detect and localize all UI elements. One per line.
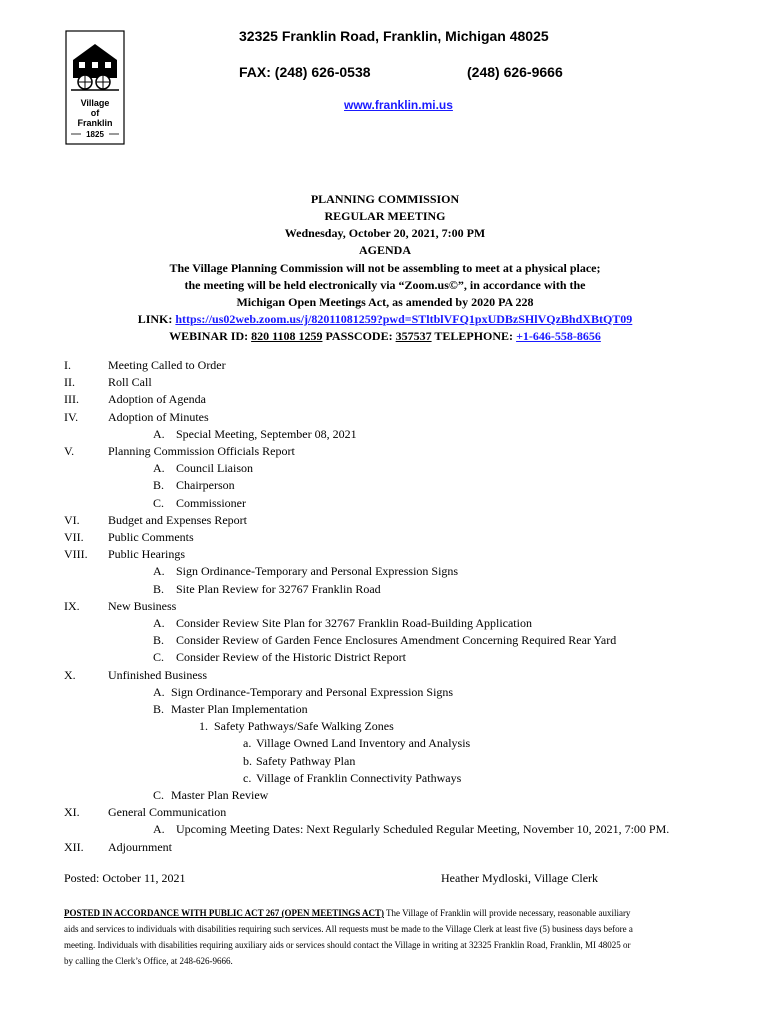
agenda-subsubsubitem-text: Safety Pathway Plan	[256, 753, 356, 768]
agenda-item-marker: I.	[64, 358, 71, 372]
agenda-item-marker: VIII.	[64, 547, 88, 562]
agenda-subitem-marker: A.	[153, 564, 165, 579]
title-line-2: REGULAR MEETING	[324, 209, 446, 223]
agenda-subitem-marker: B.	[153, 633, 165, 648]
agenda-item-marker: XI.	[64, 805, 80, 820]
agenda-subitem-marker: A.	[153, 461, 165, 476]
agenda-subitem-text: Master Plan Implementation	[171, 702, 308, 716]
agenda-subitem-marker: A.	[153, 684, 165, 699]
notice-line-3: Michigan Open Meetings Act, as amended by 2020 PA 228	[236, 295, 534, 309]
agenda-subitem-text: Master Plan Review	[171, 788, 269, 802]
agenda-subitem-marker: C.	[153, 650, 165, 665]
logo-text-1: Village	[80, 98, 110, 108]
logo-text-3: Franklin	[77, 118, 113, 128]
agenda-subitem-text: Consider Review Site Plan for 32767 Franklin Road-Building Application	[176, 616, 532, 630]
agenda-subsubitem-text: Safety Pathways/Safe Walking Zones	[214, 719, 394, 734]
agenda-item-marker: V.	[64, 444, 75, 458]
agenda-subitem-marker: A.	[153, 616, 165, 630]
agenda-item-text: Public Comments	[108, 530, 194, 544]
title-line-1: PLANNING COMMISSION	[310, 192, 460, 206]
webinar-label: WEBINAR ID:	[169, 329, 252, 343]
agenda-item-text: Adoption of Agenda	[108, 392, 206, 407]
link-label: LINK:	[137, 312, 176, 326]
agenda-item-text: Roll Call	[108, 375, 152, 390]
agenda-item-marker: II.	[64, 375, 75, 390]
header-website-link[interactable]: www.franklin.mi.us	[344, 98, 453, 112]
notice-line-1	[64, 905, 630, 921]
agenda-item-text: New Business	[108, 598, 177, 613]
passcode: 357537	[395, 329, 432, 343]
passcode-label: PASSCODE:	[322, 329, 396, 343]
agenda-item-marker: IX.	[64, 598, 80, 613]
notice-line-3: meeting. Individuals with disabilities requiring auxiliary aids or services should contact the Village in writing at 32325 Franklin Road, Franklin, MI 48025 or	[64, 940, 631, 950]
agenda-subsubsubitem-marker: b.	[243, 753, 252, 768]
agenda-subitem-marker: B.	[153, 478, 165, 493]
zoom-link-line	[40, 311, 730, 328]
agenda-item-marker: IV.	[64, 409, 79, 424]
agenda-subitem-text: Council Liaison	[176, 461, 253, 476]
agenda-item-marker: III.	[64, 392, 79, 407]
agenda-subitem-text: Sign Ordinance-Temporary and Personal Expression Signs	[176, 564, 459, 579]
agenda-subsubsubitem-marker: a.	[243, 736, 252, 751]
agenda-subitem-text: Sign Ordinance-Temporary and Personal Expression Signs	[171, 684, 454, 699]
agenda-subsubitem-marker: 1.	[199, 719, 208, 734]
agenda-subsubsubitem-text: Village of Franklin Connectivity Pathways	[256, 770, 462, 785]
header-fax: FAX: (248) 626-0538	[239, 64, 371, 80]
village-logo	[65, 30, 125, 145]
agenda-item-text: Unfinished Business	[108, 667, 207, 682]
agenda-item-marker: XII.	[64, 839, 84, 854]
notice-line-4: by calling the Clerk’s Office, at 248-626-9666.	[64, 956, 233, 966]
agenda-item-marker: VII.	[64, 530, 84, 544]
agenda-item-marker: VI.	[64, 512, 80, 527]
clerk-signature: Heather Mydloski, Village Clerk	[441, 871, 599, 885]
meeting-date: Wednesday, October 20, 2021, 7:00 PM	[284, 226, 486, 240]
agenda-subitem-text: Special Meeting, September 08, 2021	[176, 426, 357, 441]
agenda-item-text: Planning Commission Officials Report	[108, 444, 295, 458]
webinar-line	[40, 328, 730, 345]
logo-text-4: 1825	[86, 130, 104, 139]
agenda-heading: AGENDA	[358, 243, 411, 257]
telephone-link[interactable]: +1-646-558-8656	[516, 329, 601, 343]
header-address: 32325 Franklin Road, Franklin, Michigan 48025	[239, 28, 549, 44]
agenda-subitem-text: Upcoming Meeting Dates: Next Regularly Scheduled Regular Meeting, November 10, 2021, 7:00 PM.	[176, 822, 670, 837]
agenda-subsubsubitem-text: Village Owned Land Inventory and Analysis	[256, 736, 471, 751]
agenda-item-text: Meeting Called to Order	[108, 358, 226, 372]
agenda-subitem-marker: C.	[153, 788, 165, 802]
telephone-label: TELEPHONE:	[431, 329, 517, 343]
agenda-subitem-text: Commissioner	[176, 495, 247, 510]
agenda-subitem-text: Consider Review of Garden Fence Enclosures Amendment Concerning Required Rear Yard	[176, 633, 617, 648]
agenda-subitem-marker: B.	[153, 702, 165, 716]
notice-bold: POSTED IN ACCORDANCE WITH PUBLIC ACT 267 (OPEN MEETINGS ACT)	[64, 908, 384, 918]
notice-rest: The Village of Franklin will provide necessary, reasonable auxiliary	[383, 908, 631, 918]
webinar-id: 820 1108 1259	[251, 329, 323, 343]
agenda-item-text: General Communication	[108, 805, 227, 820]
agenda-item-text: Adjournment	[108, 839, 172, 854]
notice-line-2: the meeting will be held electronically via “Zoom.us©”, in accordance with the	[184, 278, 586, 292]
notice-line-1: The Village Planning Commission will not be assembling to meet at a physical place;	[169, 261, 601, 275]
agenda-item-marker: X.	[64, 667, 76, 682]
agenda-subsubsubitem-marker: c.	[243, 770, 252, 785]
agenda-subitem-marker: A.	[153, 822, 165, 837]
agenda-subitem-text: Consider Review of the Historic District Report	[176, 650, 406, 665]
agenda-item-text: Public Hearings	[108, 547, 185, 562]
agenda-subitem-marker: C.	[153, 495, 165, 510]
agenda-item-text: Budget and Expenses Report	[108, 512, 247, 527]
agenda-subitem-text: Chairperson	[176, 478, 235, 493]
zoom-link[interactable]: https://us02web.zoom.us/j/82011081259?pwd=STltblVFQ1pxUDBzSHlVQzBhdXBtQT09	[175, 312, 633, 326]
agenda-item-text: Adoption of Minutes	[108, 409, 209, 424]
agenda-subitem-text: Site Plan Review for 32767 Franklin Road	[176, 581, 381, 596]
logo-text-2: of	[90, 108, 100, 118]
agenda-subitem-marker: B.	[153, 581, 165, 596]
posted-date: Posted: October 11, 2021	[64, 871, 186, 885]
header-phone: (248) 626-9666	[467, 64, 563, 80]
notice-line-2: aids and services to individuals with disabilities requiring such services. All requests must be made to the Village Clerk at least five (5) business days before a	[64, 924, 633, 934]
agenda-subitem-marker: A.	[153, 426, 165, 441]
